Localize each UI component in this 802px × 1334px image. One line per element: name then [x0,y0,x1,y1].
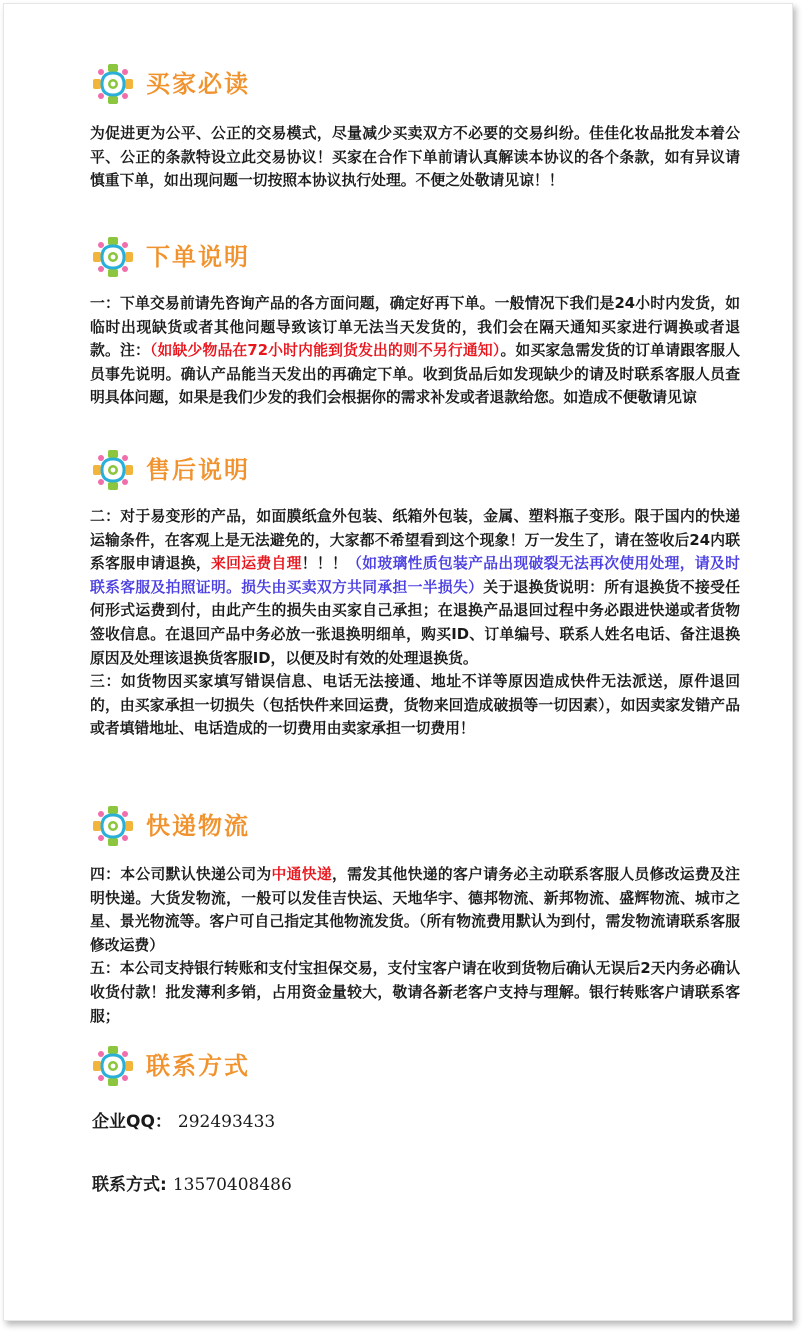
paragraph-text: ，需发其他快递的客户请务必主动联系客服人员修改运费及注明快递。大货发物流，一般可以发佳吉快运、天地华宇、德邦物流、新邦物流、盛辉物流、城市之星、景光物流等。客户可自己指定其他物流发货。（所有物流费用默认为到付，需发物流请联系客服修改运费） [90,866,740,954]
section-header-shipping [92,803,250,849]
blue-highlight-text: （如玻璃性质包装产品出现破裂无法再次使用处理，请及时联系客服及拍照证明。损失由买卖双方共同承担一半损失） [90,555,740,596]
paragraph-text: 三：如货物因买家填写错误信息、电话无法接通、地址不详等原因造成快件无法派送，原件退回的，由买家承担一切损失（包括快件来回运费，货物来回造成破损等一切因素），如因卖家发错产品或者填错地址、电话造成的一切费用由卖家承担一切费用！ [90,673,740,738]
section-header-after-sales [92,447,250,493]
shipping-paragraph [90,863,740,1028]
red-highlight-text: 来回运费自理 [210,555,302,573]
flower-ornament-icon [92,1045,134,1087]
qq-value[interactable]: 292493433 [177,1112,276,1132]
notice-page [3,3,793,1321]
flower-ornament-icon [92,805,134,847]
flower-ornament-icon [92,449,134,491]
section-title: 快递物流 [146,812,250,840]
red-highlight-text: （如缺少物品在72小时内能到货发出的则不另行通知） [149,342,501,360]
paragraph-text: 五：本公司支持银行转账和支付宝担保交易，支付宝客户请在收到货物后确认无误后2天内务必确认收货付款！批发薄利多销，占用资金量较大，敬请各新老客户支持与理解。银行转账客户请联系客服； [90,960,740,1025]
paragraph-text: ！！！ [301,555,348,573]
paragraph-text: 四：本公司默认快递公司为 [90,866,272,883]
flower-ornament-icon [92,63,134,105]
qq-label: 企业QQ： [92,1112,172,1132]
flower-ornament-icon [92,236,134,278]
section-title: 下单说明 [146,243,250,271]
section-title: 联系方式 [146,1052,250,1080]
section-title: 售后说明 [146,456,250,484]
phone-value[interactable]: 13570408486 [172,1175,292,1195]
section-header-contact [92,1043,250,1089]
paragraph-text: 为促进更为公平、公正的交易模式，尽量减少买卖双方不必要的交易纠纷。佳佳化妆品批发本着公平、公正的条款特设立此交易协议！买家在合作下单前请认真解读本协议的各个条款，如有异议请慎重下单，如出现问题一切按照本协议执行处理。不便之处敬请见谅！！ [90,125,740,190]
paragraph-text: 。如买家急需发货的订单请跟客服人员事先说明。确认产品能当天发出的再确定下单。收到货品后如发现缺少的请及时联系客服人员查明具体问题，如果是我们少发的我们会根据你的需求补发或者退款给您。如造成不便敬请见谅 [90,342,740,407]
buyer-notice-paragraph [90,122,740,193]
order-paragraph [90,292,740,410]
paragraph-text: 一：下单交易前请先咨询产品的各方面问题，确定好再下单。一般情况下我们是24小时内发货，如临时出现缺货或者其他问题导致该订单无法当天发货的，我们会在隔天通知买家进行调换或者退款。注： [90,295,740,360]
red-highlight-text: 中通快递 [271,866,332,883]
paragraph-text: 二：对于易变形的产品，如面膜纸盒外包装、纸箱外包装，金属、塑料瓶子变形。限于国内的快递运输条件，在客观上是无法避免的，大家都不希望看到这个现象！万一发生了，请在签收后24内联系客服申请退换， [90,508,740,573]
phone-label: 联系方式: [92,1175,167,1195]
after-sales-paragraph [90,505,740,741]
contact-qq [92,1111,275,1133]
paragraph-text: 关于退换货说明：所有退换货不接受任何形式运费到付，由此产生的损失由买家自己承担；在退换产品退回过程中务必跟进快递或者货物签收信息。在退回产品中务必放一张退换明细单，购买ID、订单编号、联系人姓名电话、备注退换原因及处理该退换货客服ID，以便及时有效的处理退换货。 [90,578,740,667]
contact-phone [92,1174,292,1196]
section-header-order [92,234,250,280]
section-title: 买家必读 [146,70,250,98]
section-header-buyer-notice [92,61,250,107]
